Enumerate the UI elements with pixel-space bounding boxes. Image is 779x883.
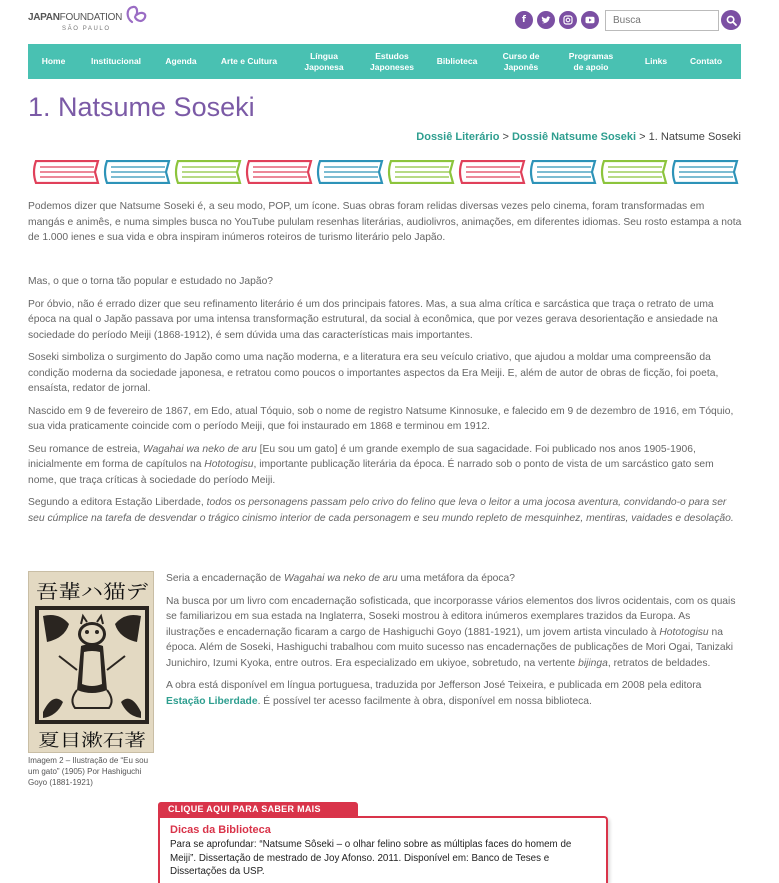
social-links <box>515 11 599 29</box>
instagram-icon[interactable] <box>559 11 577 29</box>
nav-item-biblioteca[interactable]: Biblioteca <box>436 56 478 66</box>
decorative-book <box>176 161 240 183</box>
breadcrumb-separator: > <box>639 131 646 143</box>
breadcrumb <box>416 131 741 143</box>
nav-item-programas-de-apoio[interactable]: Programas de apoio <box>568 50 614 72</box>
book-cover-illustration <box>28 571 154 753</box>
article-side-text <box>166 571 742 716</box>
paragraph-encadernacao: Na busca por um livro com encadernação sofisticada, que incorporasse vários elementos dos livros ocidentais, com os quais se familiarizou em sua estada na Inglaterra, Soseki mostrou à editora inúmeros exemplares trazidos da Europa. As ilustrações e encadernação ficaram a cargo de Hashiguchi Goyo (1881-1921), um jovem artista vinculado à Hototogisu na época. Além de Soseki, Hashiguchi trabalhou com muito sucesso nas encadernações de publicações de Mori Ogai, Tanizaki Junichiro, Izumi Kyoka, entre outros. Era especializado em ukiyoe, sobretudo, na vertente bijinga, retratos de beldades. <box>166 595 736 669</box>
page-title: 1. Natsume Soseki <box>28 92 255 122</box>
breadcrumb-current: 1. Natsume Soseki <box>648 131 741 143</box>
nav-item-estudos-japoneses[interactable]: Estudos Japoneses <box>370 50 414 72</box>
link-estacao-liberdade[interactable]: Estação Liberdade <box>166 695 258 707</box>
cta-dicas-biblioteca-box[interactable] <box>158 816 608 883</box>
breadcrumb-link-dossie-soseki[interactable]: Dossiê Natsume Soseki <box>511 131 637 143</box>
cover-bottom-glyphs: 夏目漱石著 <box>38 731 146 751</box>
breadcrumb-separator: > <box>502 131 509 143</box>
nav-item-institucional[interactable]: Institucional <box>90 56 142 66</box>
japan-foundation-logo[interactable] <box>28 4 153 38</box>
paragraph-encadernacao-question: Seria a encadernação de Wagahai wa neko de aru uma metáfora da época? <box>166 573 516 584</box>
breadcrumb-link-dossie-literario[interactable]: Dossiê Literário <box>416 131 500 143</box>
paragraph-question: Mas, o que o torna tão popular e estudado no Japão? <box>28 276 274 287</box>
search-input[interactable] <box>605 10 719 31</box>
paragraph-refinamento: Por óbvio, não é errado dizer que seu refinamento literário é um dos principais fatores. Mas, a sua alma crítica e sarcástica que traça o retrato de uma época na qual o Japão passava por uma intensa transformação estrutural, da social à econômica, que por vezes gerava desorientação e ansiedade na sociedade do período Meiji (1868-1912), é sem dúvida uma das características mais importantes. <box>28 298 718 341</box>
paragraph-disponivel: A obra está disponível em língua portuguesa, traduzida por Jefferson José Teixeira, e publicada em 2008 pela editora Estação Liberdade. É possível ter acesso facilmente à obra, disponível em nossa biblioteca. <box>166 680 702 707</box>
nav-item-lingua-japonesa[interactable]: Língua Japonesa <box>304 50 344 72</box>
cta-text: Para se aprofundar: “Natsume Sôseki – o olhar felino sobre as múltiplas faces do homem de Meiji”. Dissertação de mestrado de Joy Afonso. 2011. Disponível em: Banco de Teses e Dissertações da USP. <box>170 839 572 877</box>
decorative-book <box>105 161 169 183</box>
decorative-book <box>318 161 382 183</box>
decorative-books-divider <box>32 160 740 184</box>
logo-wordmark: JAPANFOUNDATION <box>28 12 123 23</box>
article-body <box>28 199 742 253</box>
facebook-icon[interactable]: f <box>515 11 533 29</box>
search-button[interactable] <box>721 10 741 30</box>
nav-item-arte-e-cultura[interactable]: Arte e Cultura <box>220 56 278 66</box>
nav-item-contato[interactable]: Contato <box>689 56 723 66</box>
nav-item-agenda[interactable]: Agenda <box>165 56 197 66</box>
main-nav <box>28 44 741 79</box>
paragraph-simboliza: Soseki simboliza o surgimento do Japão como uma nação moderna, e a literatura era seu veículo criativo, que ajudou a moldar uma compreensão da condição moderna da sociedade japonesa, e retratou como poucos o importantes aspectos da Era Meiji. E, além de autor de obras de ficção, foi poeta, ensaísta, redator de jornal. <box>28 352 719 394</box>
decorative-book <box>602 161 666 183</box>
twitter-icon[interactable] <box>537 11 555 29</box>
cat-illustration-image <box>29 572 154 753</box>
decorative-book <box>460 161 524 183</box>
header <box>0 0 779 44</box>
decorative-book <box>34 161 98 183</box>
figure-caption: Imagem 2 – Ilustração de “Eu sou um gato” (1905) Por Hashiguchi Goyo (1881-1921) <box>28 756 149 787</box>
article-body-2 <box>28 274 742 533</box>
search-icon <box>726 15 737 26</box>
butterfly-logo-icon <box>124 4 150 26</box>
nav-item-curso-de-japones[interactable]: Curso de Japonês <box>502 50 540 72</box>
logo-subtitle: SÃO PAULO <box>62 26 111 32</box>
decorative-book <box>389 161 453 183</box>
paragraph-nascido: Nascido em 9 de fevereiro de 1867, em Edo, atual Tóquio, sob o nome de registro Natsume Kinnosuke, e falecido em 9 de dezembro de 1916, em Tóquio, sua vida praticamente coincide com o período Meiji, que foi instaurado em 1868 e terminou em 1912. <box>28 405 734 432</box>
cta-saiba-mais-tab[interactable]: CLIQUE AQUI PARA SABER MAIS <box>158 802 358 816</box>
paragraph-romance: Seu romance de estreia, Wagahai wa neko de aru [Eu sou um gato] é um grande exemplo de sua sagacidade. Foi publicado nos anos 1905-1906, inicialmente em forma de capítulos na Hototogisu, importante publicação literária da época. É narrado sob o ponto de vista de um sarcástico gato sem nome, que traça críticas à sociedade do período Meiji. <box>28 443 714 486</box>
nav-item-links[interactable]: Links <box>644 56 668 66</box>
paragraph-editora: Segundo a editora Estação Liberdade, todos os personagens passam pelo crivo do felino que leva o leitor a uma jocosa aventura, convidando-o para ser seu cúmplice na tarefa de desvendar o trágico cinismo interior de cada personagem e seu mundo repleto de mesquinhez, mentiras, vaidades e desolação. <box>28 497 734 524</box>
decorative-book <box>673 161 737 183</box>
decorative-book <box>247 161 311 183</box>
paragraph-intro: Podemos dizer que Natsume Soseki é, a seu modo, POP, um ícone. Suas obras foram relidas diversas vezes pelo cinema, foram transformadas em mangás e animês, e numa simples busca no YouTube pululam resenhas literárias, audiolivros, animações, em diferentes idiomas. Seu rosto estampa a nota de 1.000 ienes e sua vida e obra inspiram inúmeros roteiros de turismo literário pelo Japão. <box>28 201 742 243</box>
youtube-icon[interactable] <box>581 11 599 29</box>
cover-top-glyphs: 吾輩ハ猫デ <box>36 581 148 603</box>
decorative-book <box>531 161 595 183</box>
cta-title: Dicas da Biblioteca <box>170 824 271 836</box>
nav-item-home[interactable]: Home <box>41 56 66 66</box>
